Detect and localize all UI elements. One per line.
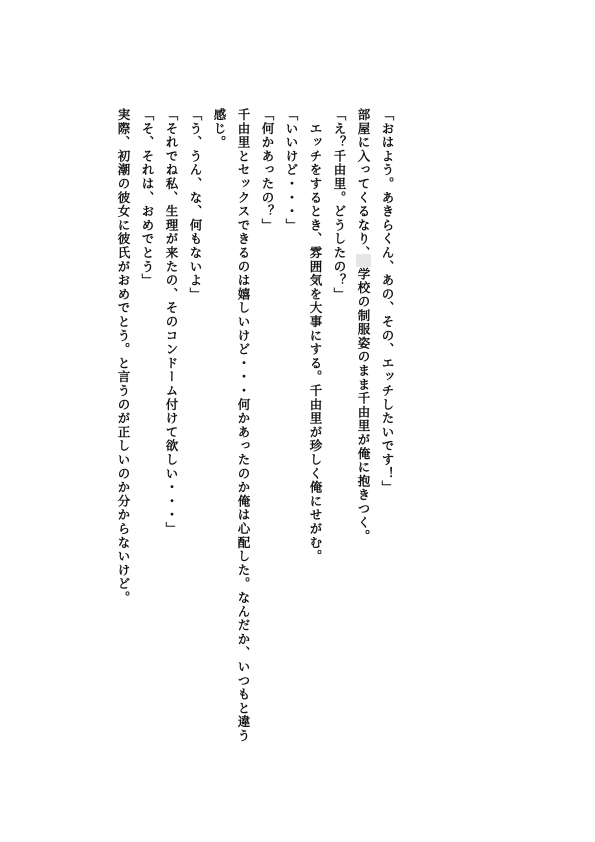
vertical-text-block [111,108,399,808]
text-line-6: 「何かあったの？」 [260,108,275,233]
text-line-5: 「いいけど・・・」 [284,108,299,233]
text-line-10: 「それでね私、生理が来たの、そのコンドーム付けて欲しい・・・」 [164,108,179,536]
text-line-7: 千由里とセックスできるのは嬉しいけど・・・何かあったのか俺は心配した。なんだか、いつもと違う [236,108,251,743]
text-line-11: 「そ、それは、おめでとう」 [140,108,155,288]
text-line-4-rest: エッチをするとき、雰囲気を大事にする。千由里が珍しく俺にせがむ。 [308,121,323,564]
text-line-2-start: 部屋に入ってくるなり、 [356,108,371,254]
text-line-1: 「おはよう。あきらくん、あの、その、エッチしたいです！」 [380,108,395,495]
text-line-2-rest: 学校の制服姿のまま千由里が俺に抱きつく。 [356,267,371,544]
text-line-12: 実際、初潮の彼女に彼氏がおめでとう。と言うのが正しいのか分からないけど。 [116,108,131,605]
text-line-9: 「う、うん、な、何もないよ」 [188,108,203,302]
text-line-4 [303,108,327,808]
text-line-8: 感じ。 [212,108,227,150]
text-line-3: 「え？千由里。どうしたの？」 [332,108,347,302]
highlight-mark [356,254,371,268]
text-line-2 [351,108,375,808]
